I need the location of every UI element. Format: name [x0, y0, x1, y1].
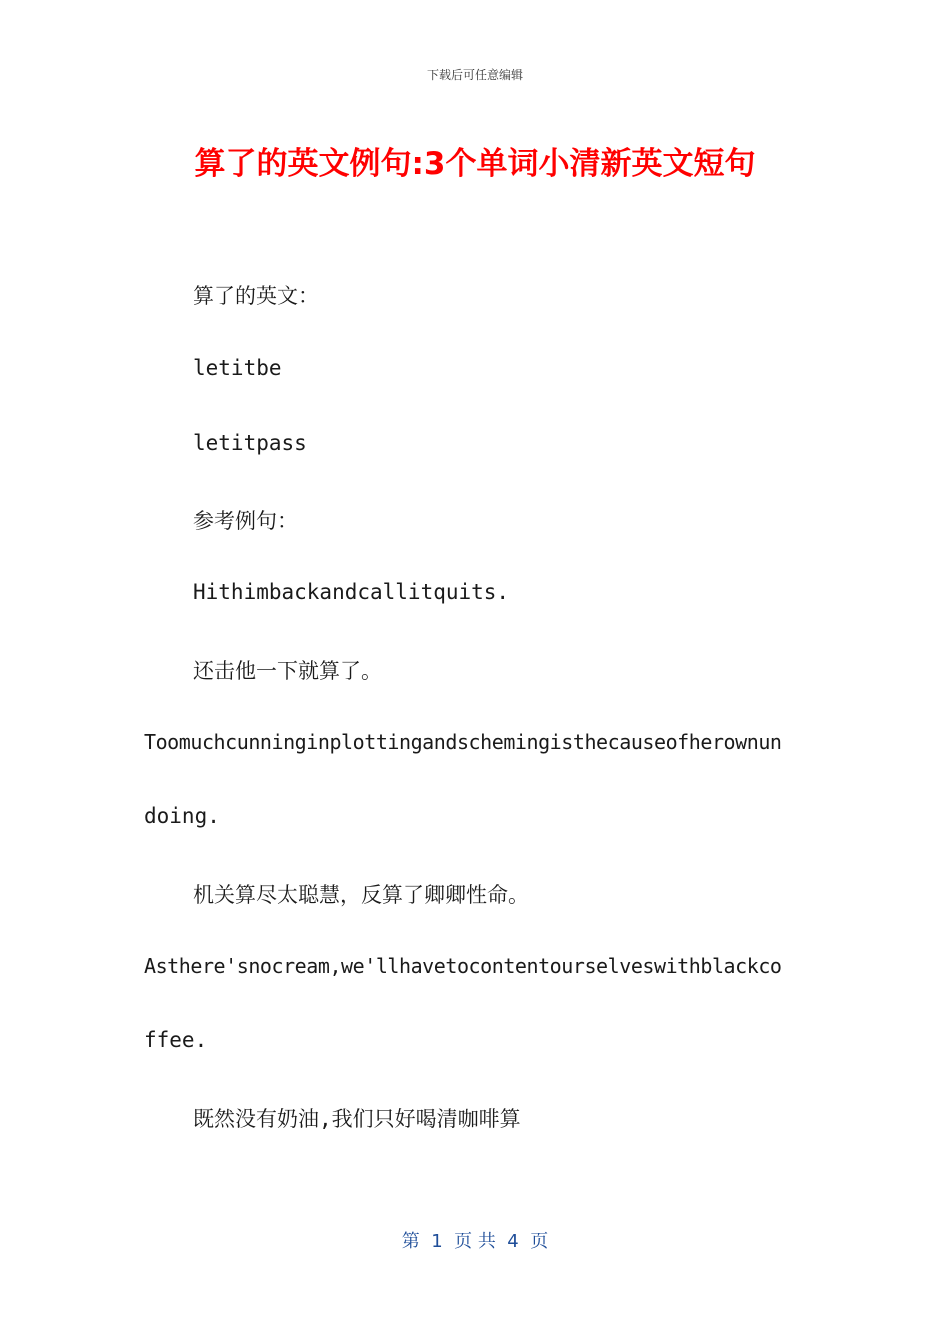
paragraph-line: 还击他一下就算了。 [193, 659, 382, 683]
paragraph-line: ffee. [144, 1028, 208, 1052]
header-note: 下载后可任意编辑 [426, 68, 523, 82]
paragraph-line: Asthere'snocream,we'llhavetocontentourselveswithblackco [144, 954, 782, 978]
paragraph-line: 参考例句： [193, 509, 298, 533]
paragraph-line: Toomuchcunninginplottingandschemingisthecauseofherownun [144, 730, 782, 754]
paragraph-line: letitpass [193, 431, 307, 455]
document-title: 算了的英文例句:3个单词小清新英文短句 [194, 146, 756, 182]
paragraph-line: letitbe [193, 356, 282, 380]
paragraph-line: Hithimbackandcallitquits. [193, 580, 510, 604]
paragraph-line: 算了的英文： [193, 284, 319, 308]
paragraph-line: 机关算尽太聪慧，反算了卿卿性命。 [193, 883, 529, 907]
paragraph-line: doing. [144, 804, 220, 828]
page-number: 第 1 页 共 4 页 [401, 1231, 549, 1252]
paragraph-line: 既然没有奶油,我们只好喝清咖啡算 [193, 1107, 521, 1131]
